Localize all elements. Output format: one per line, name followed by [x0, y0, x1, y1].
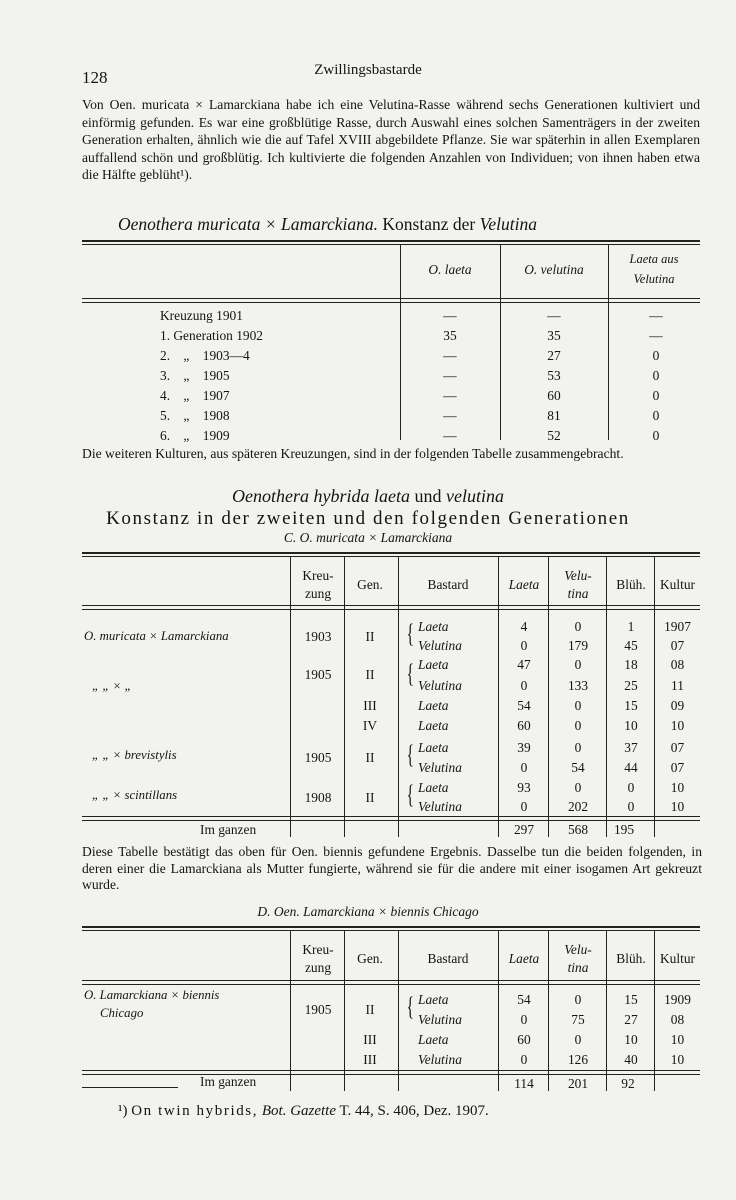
table2-total-bluh: 195: [613, 822, 635, 837]
table2-subtitle: Konstanz in der zweiten und den folgenden Generationen: [106, 508, 630, 529]
table3-cell-bluh: 27: [624, 1012, 638, 1027]
table2-cell-laeta: 0: [520, 678, 528, 693]
table1-cell-laeta: —: [443, 368, 457, 383]
table3-vrule: [290, 931, 291, 1091]
table2-section-c: C. O. muricata × Lamarckiana: [283, 530, 453, 545]
table1-cell-laeta-aus: 0: [652, 388, 660, 403]
table2-cell-gen: II: [365, 629, 375, 644]
table2-label-scintillans: „ „ × scintillans: [92, 788, 178, 802]
table3-bottom-rule-2: [82, 1074, 700, 1075]
table3-cell-laeta: 60: [517, 1032, 531, 1047]
footnote-mark: ¹): [118, 1103, 128, 1119]
table2-cell-velutina: 0: [574, 619, 582, 634]
footnote: [118, 1103, 489, 1120]
table3-header-rule-2: [82, 984, 700, 985]
table3-total-leader: [82, 1087, 178, 1088]
table2-cell-bluh: 0: [627, 799, 635, 814]
table2-cell-kultur: 07: [670, 740, 685, 755]
table2-cell-laeta: 47: [517, 657, 531, 672]
table2-cell-bastard: Velutina: [418, 799, 462, 814]
table2-cell-velutina: 0: [574, 698, 582, 713]
table3-cell-velutina: 126: [567, 1052, 589, 1067]
table3-total-laeta: 114: [514, 1076, 534, 1091]
table2-cell-velutina: 0: [574, 740, 582, 755]
table2-cell-bluh: 18: [624, 657, 638, 672]
table3-brace: {: [406, 992, 414, 1021]
table1-vrule-3: [608, 244, 609, 440]
table1-cell-laeta: —: [443, 408, 457, 423]
table1-cell-velutina: 81: [547, 408, 561, 423]
table3-total-bluh: 92: [621, 1076, 635, 1091]
page-number: 128: [82, 68, 108, 87]
table1-cell-laeta-aus: 0: [652, 428, 660, 443]
table2-cell-laeta: 0: [520, 760, 528, 775]
table2-title: [0, 486, 736, 507]
table1-cell-velutina: 35: [547, 328, 561, 343]
table1-cell-velutina: —: [547, 308, 561, 323]
table1-cell-velutina: 53: [547, 368, 561, 383]
table2-cell-bastard: Velutina: [418, 678, 462, 693]
table2-cell-velutina: 0: [574, 718, 582, 733]
table3-header-bluh: Blüh.: [616, 951, 646, 966]
table3-section-d: D. Oen. Lamarckiana × biennis Chicago: [257, 904, 479, 919]
table2-cell-bluh: 37: [624, 740, 638, 755]
table2-top-rule: [82, 552, 700, 554]
table3-cell-kultur: 08: [670, 1012, 685, 1027]
table2-cell-laeta: 54: [517, 698, 531, 713]
table2-label-ditto: „ „ × „: [92, 679, 132, 693]
table2-cell-bluh: 15: [624, 698, 638, 713]
table2-bottom-rule: [82, 816, 700, 817]
table2-cell-bastard: Laeta: [418, 718, 449, 733]
table2-cell-gen: II: [365, 667, 375, 682]
table2-cell-velutina: 0: [574, 657, 582, 672]
table2-cell-kultur: 1907: [664, 619, 691, 634]
table2-vrule: [290, 557, 291, 837]
table2-title-hybrida: Oenothera hybrida laeta: [232, 486, 410, 506]
table1-header-laeta-aus-text: Laeta aus: [629, 252, 679, 266]
table3-cell-bastard: Laeta: [418, 992, 449, 1007]
table3-cell-laeta: 54: [517, 992, 531, 1007]
table3-cell-kreuzung: 1905: [304, 1002, 332, 1017]
table1-cell-laeta-aus: —: [649, 308, 663, 323]
table1-title-konstanz: Konstanz der: [382, 214, 476, 234]
table1-title-species: Oenothera muricata × Lamarckiana.: [118, 214, 379, 234]
table1-row-label: 5. „ 1908: [160, 408, 230, 423]
table1-cell-laeta: 35: [443, 328, 457, 343]
table2-cell-kultur: 07: [670, 638, 685, 653]
table3-cell-bluh: 40: [624, 1052, 638, 1067]
table2-brace: {: [406, 619, 414, 648]
table3-total-velutina: 201: [567, 1076, 589, 1091]
table1-cell-velutina: 60: [547, 388, 561, 403]
table1-title-velutina: Velutina: [479, 214, 537, 234]
running-head: Zwillingsbastarde: [314, 62, 422, 78]
table2-cell-velutina: 179: [567, 638, 589, 653]
table1-cell-laeta-aus: 0: [652, 348, 660, 363]
table3-vrule: [498, 931, 499, 1091]
table2-top-rule-2: [82, 556, 700, 557]
table2-cell-kultur: 08: [670, 657, 685, 672]
table3-cell-bastard: Velutina: [418, 1052, 462, 1067]
table2-cell-laeta: 4: [520, 619, 528, 634]
table2-label-brevistylis: „ „ × brevistylis: [92, 748, 177, 762]
table2-title-und: und: [414, 486, 442, 506]
table2-header-velutina-2: tina: [567, 586, 589, 601]
table1-header-laeta: O. laeta: [428, 262, 472, 277]
table2-cell-gen: IV: [362, 718, 378, 733]
table1-cell-laeta-aus: 0: [652, 408, 660, 423]
table2-cell-bastard: Laeta: [418, 657, 449, 672]
table2-total-laeta: 297: [513, 822, 535, 837]
table2-label-lamarckiana: O. muricata × Lamarckiana: [84, 629, 229, 643]
table1-cell-laeta-aus: —: [649, 328, 663, 343]
table1-cell-laeta: —: [443, 388, 457, 403]
table2-header-bluh: Blüh.: [616, 577, 646, 592]
footnote-title: On twin hybrids,: [131, 1103, 259, 1119]
table3-header-rule: [82, 980, 700, 981]
table2-cell-laeta: 93: [517, 780, 531, 795]
table2-brace: {: [406, 780, 414, 809]
table2-header-laeta: Laeta: [508, 577, 540, 592]
table3-header-laeta: Laeta: [508, 951, 540, 966]
table2-cell-laeta: 0: [520, 638, 528, 653]
table2-header-rule-2: [82, 609, 700, 610]
table1-cell-laeta-aus: 0: [652, 368, 660, 383]
table2-brace: {: [406, 740, 414, 769]
table2-cell-bluh: 44: [624, 760, 638, 775]
table3-cell-bluh: 10: [624, 1032, 638, 1047]
table2-cell-gen: II: [365, 790, 375, 805]
table2-cell-kultur: 11: [671, 678, 684, 693]
table2-cell-velutina: 0: [574, 780, 582, 795]
table3-cell-velutina: 75: [571, 1012, 585, 1027]
table2-cell-velutina: 202: [567, 799, 589, 814]
table2-total-velutina: 568: [567, 822, 589, 837]
table2-cell-gen: III: [363, 698, 377, 713]
table1-cell-laeta: —: [443, 428, 457, 443]
table2-vrule: [398, 557, 399, 837]
paragraph-bestaetigt: Diese Tabelle bestätigt das oben für Oen. biennis gefundene Ergebnis. Dasselbe tun die beiden folgenden, in deren einer die Lamarckiana als Mutter fungierte, während sie für die andere mit einer isogamen Art gekreuzt wurde.: [82, 844, 702, 893]
table2-vrule: [606, 557, 607, 837]
table2-title-velutina: velutina: [446, 486, 504, 506]
table3-cell-gen: III: [363, 1052, 377, 1067]
table2-cell-kreuzung: 1905: [304, 750, 332, 765]
paragraph-weitere-kulturen: Die weiteren Kulturen, aus späteren Kreuzungen, sind in der folgenden Tabelle zusammengebracht.: [82, 446, 624, 461]
table1-cell-velutina: 52: [547, 428, 561, 443]
table3-cell-velutina: 0: [574, 992, 582, 1007]
table2-cell-laeta: 0: [520, 799, 528, 814]
table1-title: [118, 214, 537, 235]
table1-cell-laeta: —: [443, 308, 457, 323]
table1-header-laeta-aus: [610, 252, 698, 267]
table3-cell-gen: II: [365, 1002, 375, 1017]
table3-cell-kultur: 1909: [664, 992, 691, 1007]
table3-label-chicago: Chicago: [100, 1006, 144, 1020]
table2-cell-kreuzung: 1903: [304, 629, 332, 644]
table2-vrule: [498, 557, 499, 837]
table2-cell-gen: II: [365, 750, 375, 765]
table1-vrule-2: [500, 244, 501, 440]
table2-cell-velutina: 133: [567, 678, 589, 693]
table2-cell-bastard: Laeta: [418, 740, 449, 755]
table1-cell-velutina: 27: [547, 348, 561, 363]
table2-header-velutina-1: Velu-: [564, 568, 592, 583]
footnote-journal: Bot. Gazette: [261, 1103, 337, 1119]
table3-cell-bluh: 15: [624, 992, 638, 1007]
table1-row-label: 1. Generation 1902: [160, 328, 264, 343]
table1-top-rule: [82, 240, 700, 242]
table2-cell-bastard: Velutina: [418, 638, 462, 653]
table3-label-lamarckiana: O. Lamarckiana × biennis: [84, 988, 220, 1002]
table2-cell-bastard: Velutina: [418, 760, 462, 775]
table1-header-velutina: O. velutina: [524, 262, 584, 277]
table3-cell-kultur: 10: [670, 1032, 685, 1047]
table2-cell-kultur: 09: [670, 698, 685, 713]
table2-header-bastard: Bastard: [427, 577, 469, 592]
table2-cell-bastard: Laeta: [418, 780, 449, 795]
table2-cell-bluh: 0: [627, 780, 635, 795]
table2-header-gen: Gen.: [357, 577, 383, 592]
table3-total-label: Im ganzen: [200, 1074, 257, 1089]
table3-header-gen: Gen.: [357, 951, 383, 966]
table3-cell-laeta: 0: [520, 1052, 528, 1067]
table3-vrule: [548, 931, 549, 1091]
table2-bottom-rule-2: [82, 820, 700, 821]
table2-vrule: [548, 557, 549, 837]
table2-header-kreuzung-1: Kreu-: [302, 568, 334, 583]
table3-header-kreuzung-1: Kreu-: [302, 942, 334, 957]
table2-cell-laeta: 60: [517, 718, 531, 733]
table2-cell-kultur: 10: [670, 718, 685, 733]
table2-cell-kultur: 07: [670, 760, 685, 775]
table1-row-label: 3. „ 1905: [160, 368, 230, 383]
table2-cell-bluh: 10: [624, 718, 638, 733]
table2-header-kultur: Kultur: [660, 577, 695, 592]
table3-header-velutina-2: tina: [567, 960, 589, 975]
table2-header-kreuzung-2: zung: [304, 586, 332, 601]
table3-cell-gen: III: [363, 1032, 377, 1047]
table3-cell-laeta: 0: [520, 1012, 528, 1027]
table2-cell-bluh: 25: [624, 678, 638, 693]
table3-top-rule: [82, 926, 700, 928]
table2-header-rule: [82, 605, 700, 606]
table3-cell-bastard: Laeta: [418, 1032, 449, 1047]
table3-cell-kultur: 10: [670, 1052, 685, 1067]
table1-row-label: 4. „ 1907: [160, 388, 230, 403]
table1-row-label: 6. „ 1909: [160, 428, 230, 443]
table2-cell-kultur: 10: [670, 780, 685, 795]
table2-cell-bastard: Laeta: [418, 619, 449, 634]
table3-bottom-rule: [82, 1070, 700, 1071]
table3-vrule: [606, 931, 607, 1091]
table2-cell-bastard: Laeta: [418, 698, 449, 713]
table3-header-kultur: Kultur: [660, 951, 695, 966]
table1-header-velutina-2: Velutina: [633, 272, 675, 286]
intro-paragraph: Von Oen. muricata × Lamarckiana habe ich eine Velutina-Rasse während sechs Generationen kultiviert und einförmig gefunden. Es war eine großblütige Rasse, durch Auswahl eines solchen Samenträgers in der zweiten Generation erhalten, ähnlich wie die auf Tafel XVIII abgebildete Pflanze. Sie war späterhin in allen Exemplaren auffallend schön und großblütig. Ich kultivierte die folgenden Anzahlen von Individuen; von ihnen haben etwa die Hälfte geblüht¹).: [82, 97, 700, 183]
table2-cell-kreuzung: 1905: [304, 667, 332, 682]
table3-header-velutina-1: Velu-: [564, 942, 592, 957]
table2-total-label: Im ganzen: [200, 822, 257, 837]
table3-cell-velutina: 0: [574, 1032, 582, 1047]
table1-row-label: Kreuzung 1901: [160, 308, 243, 323]
footnote-ref: T. 44, S. 406, Dez. 1907.: [339, 1103, 489, 1119]
table3-header-bastard: Bastard: [427, 951, 469, 966]
table1-vrule-1: [400, 244, 401, 440]
table1-cell-laeta: —: [443, 348, 457, 363]
table3-header-kreuzung-2: zung: [304, 960, 332, 975]
table2-cell-velutina: 54: [571, 760, 585, 775]
table3-cell-bastard: Velutina: [418, 1012, 462, 1027]
table2-brace: {: [406, 659, 414, 688]
table3-top-rule-2: [82, 930, 700, 931]
table2-cell-bluh: 1: [627, 619, 635, 634]
table1-row-label: 2. „ 1903—4: [160, 348, 250, 363]
table2-cell-kultur: 10: [670, 799, 685, 814]
table2-cell-laeta: 39: [517, 740, 531, 755]
table2-cell-kreuzung: 1908: [304, 790, 332, 805]
table2-cell-bluh: 45: [624, 638, 638, 653]
